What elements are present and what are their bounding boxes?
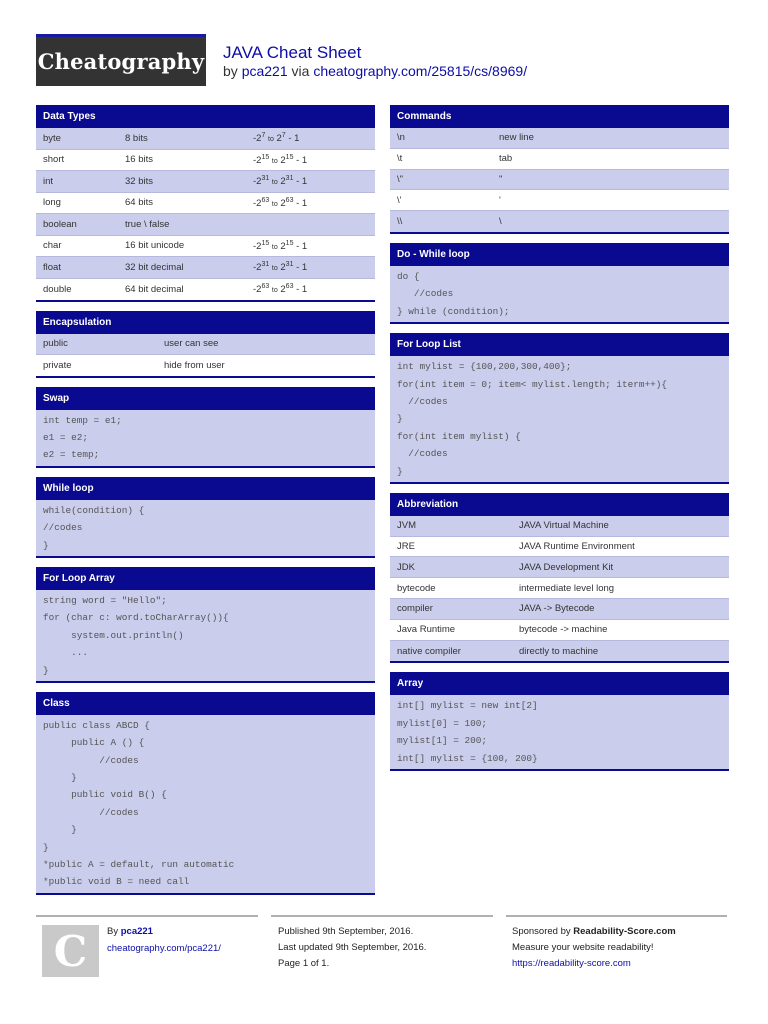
table-row bbox=[36, 214, 375, 236]
table-row bbox=[36, 279, 375, 301]
avatar-letter: C bbox=[53, 926, 88, 976]
table-row bbox=[36, 257, 375, 279]
code-line: int[] mylist = {100, 200} bbox=[397, 752, 538, 764]
range-prefix: -2 bbox=[253, 284, 262, 296]
while-loop-box bbox=[36, 477, 375, 558]
sheet-title: JAVA Cheat Sheet bbox=[223, 43, 362, 62]
type-name: char bbox=[43, 240, 62, 252]
right-column bbox=[390, 105, 729, 780]
abbr-term: bytecode bbox=[397, 582, 436, 594]
range-base: 2 bbox=[280, 262, 286, 274]
code-line: for(int item = 0; item< mylist.length; iterm++){ bbox=[397, 378, 668, 390]
command-desc: tab bbox=[499, 153, 513, 165]
range-suffix: - 1 bbox=[288, 133, 300, 145]
code-block bbox=[36, 590, 375, 681]
type-name: short bbox=[43, 154, 65, 166]
footer-author-url bbox=[107, 941, 221, 957]
type-size: 32 bits bbox=[125, 175, 153, 187]
table-row bbox=[36, 150, 375, 172]
code-block bbox=[36, 410, 375, 466]
abbr-term: native compiler bbox=[397, 645, 461, 657]
code-line: } bbox=[397, 465, 403, 477]
range-base: 2 bbox=[276, 133, 282, 145]
footer-by: By bbox=[107, 926, 119, 937]
range-prefix: -2 bbox=[253, 240, 262, 252]
sponsor-name: Readability-Score.com bbox=[573, 926, 676, 937]
author-link[interactable]: pca221 bbox=[241, 63, 288, 79]
abbr-desc: JAVA -> Bytecode bbox=[519, 603, 595, 615]
footer-dates bbox=[271, 915, 493, 985]
table-row bbox=[36, 171, 375, 193]
code-block bbox=[36, 715, 375, 893]
table-row bbox=[390, 211, 729, 232]
abbr-term: JDK bbox=[397, 561, 415, 573]
code-line: system.out.println() bbox=[43, 629, 184, 641]
swap-box bbox=[36, 387, 375, 468]
box-title: For Loop List bbox=[390, 333, 729, 356]
table-row bbox=[390, 170, 729, 191]
range-max-exp: 31 bbox=[285, 261, 294, 269]
code-line: //codes bbox=[397, 395, 448, 407]
code-line: e1 = e2; bbox=[43, 431, 89, 443]
range-max-exp: 15 bbox=[285, 153, 294, 161]
data-types-box bbox=[36, 105, 375, 302]
box-title: Array bbox=[390, 672, 729, 695]
range-to: to bbox=[271, 287, 278, 295]
commands-box bbox=[390, 105, 729, 234]
table-row bbox=[390, 557, 729, 578]
range-min-exp: 15 bbox=[261, 153, 270, 161]
range-min-exp: 31 bbox=[261, 261, 270, 269]
range-prefix: -2 bbox=[253, 154, 262, 166]
range-base: 2 bbox=[280, 240, 286, 252]
type-size: 64 bits bbox=[125, 197, 153, 209]
code-line: mylist[1] = 200; bbox=[397, 735, 488, 747]
box-title: Abbreviation bbox=[390, 493, 729, 516]
sponsor-line bbox=[512, 924, 676, 940]
logo-text: Cheatography bbox=[37, 49, 205, 74]
range-suffix: - 1 bbox=[296, 197, 308, 209]
table-row bbox=[390, 190, 729, 211]
abbr-desc: JAVA Development Kit bbox=[519, 561, 614, 573]
type-size: 64 bit decimal bbox=[125, 283, 184, 295]
command-escape: \\ bbox=[397, 216, 403, 228]
type-name: double bbox=[43, 283, 72, 295]
left-column bbox=[36, 105, 375, 904]
range-to: to bbox=[271, 179, 278, 187]
range-base: 2 bbox=[280, 154, 286, 166]
code-line: } bbox=[397, 413, 403, 425]
code-line: } bbox=[43, 664, 49, 676]
table-row bbox=[390, 620, 729, 641]
page-number: Page 1 of 1. bbox=[278, 958, 330, 969]
code-line: public class ABCD { bbox=[43, 719, 150, 731]
code-line: int mylist = {100,200,300,400}; bbox=[397, 361, 572, 373]
type-name: byte bbox=[43, 132, 61, 144]
box-title: Do - While loop bbox=[390, 243, 729, 266]
range-min-exp: 63 bbox=[261, 196, 270, 204]
code-line: *public A = default, run automatic bbox=[43, 859, 235, 871]
footer bbox=[36, 915, 727, 985]
commands-table bbox=[390, 128, 729, 232]
range-to: to bbox=[268, 136, 274, 144]
sheet-url-link[interactable]: cheatography.com/25815/cs/8969/ bbox=[313, 63, 528, 79]
modifier-desc: user can see bbox=[164, 338, 219, 350]
range-min-exp: 7 bbox=[261, 132, 266, 140]
command-desc: ' bbox=[499, 194, 501, 206]
table-row bbox=[36, 193, 375, 215]
type-range bbox=[253, 175, 375, 187]
range-min-exp: 63 bbox=[261, 283, 270, 291]
byline-via: via bbox=[291, 63, 310, 79]
abbr-term: JRE bbox=[397, 541, 415, 553]
code-line: int[] mylist = new int[2] bbox=[397, 700, 538, 712]
type-range bbox=[253, 197, 375, 209]
modifier-name: public bbox=[43, 338, 68, 350]
range-base: 2 bbox=[280, 284, 286, 296]
code-line: } bbox=[43, 539, 49, 551]
box-title: While loop bbox=[36, 477, 375, 500]
code-line: //codes bbox=[43, 522, 83, 534]
array-box bbox=[390, 672, 729, 771]
type-range bbox=[253, 283, 375, 295]
range-suffix: - 1 bbox=[296, 154, 308, 166]
footer-sponsor-text bbox=[512, 924, 676, 972]
code-line: } bbox=[43, 824, 77, 836]
byline bbox=[223, 63, 527, 79]
avatar[interactable] bbox=[42, 925, 99, 977]
code-line: ... bbox=[43, 647, 89, 659]
range-base: 2 bbox=[280, 197, 286, 209]
encapsulation-box bbox=[36, 311, 375, 378]
type-name: float bbox=[43, 261, 61, 273]
abbr-desc: JAVA Runtime Environment bbox=[519, 541, 635, 553]
code-line: *public void B = need call bbox=[43, 876, 190, 888]
range-to: to bbox=[271, 200, 278, 208]
footer-dates-text bbox=[278, 924, 426, 972]
published-date: Published 9th September, 2016. bbox=[278, 926, 414, 937]
range-max-exp: 15 bbox=[285, 239, 294, 247]
table-row bbox=[390, 599, 729, 620]
footer-author-url-link[interactable]: cheatography.com/pca221/ bbox=[107, 943, 221, 954]
cheatography-logo[interactable] bbox=[36, 34, 206, 86]
box-title: Commands bbox=[390, 105, 729, 128]
range-suffix: - 1 bbox=[296, 176, 308, 188]
range-prefix: -2 bbox=[253, 176, 262, 188]
code-line: string word = "Hello"; bbox=[43, 594, 167, 606]
abbreviation-box bbox=[390, 493, 729, 664]
table-row bbox=[36, 334, 375, 355]
type-range bbox=[253, 132, 375, 144]
range-min-exp: 31 bbox=[261, 175, 270, 183]
table-row bbox=[36, 355, 375, 376]
range-prefix: -2 bbox=[253, 262, 262, 274]
footer-author bbox=[36, 915, 258, 985]
code-line: } bbox=[43, 841, 49, 853]
do-while-box bbox=[390, 243, 729, 324]
code-block bbox=[390, 356, 729, 482]
table-row bbox=[390, 578, 729, 599]
range-suffix: - 1 bbox=[296, 240, 308, 252]
box-title: Swap bbox=[36, 387, 375, 410]
code-line: do { bbox=[397, 270, 420, 282]
code-line: for (char c: word.toCharArray()){ bbox=[43, 612, 229, 624]
code-line: } while (condition); bbox=[397, 305, 510, 317]
type-size: 16 bits bbox=[125, 154, 153, 166]
type-size: true \ false bbox=[125, 218, 170, 230]
modifier-desc: hide from user bbox=[164, 359, 225, 371]
box-title: Class bbox=[36, 692, 375, 715]
abbr-term: JVM bbox=[397, 520, 416, 532]
type-range bbox=[253, 240, 375, 252]
abbr-term: Java Runtime bbox=[397, 624, 456, 636]
data-types-table bbox=[36, 128, 375, 300]
range-max-exp: 7 bbox=[281, 132, 286, 140]
byline-by: by bbox=[223, 63, 238, 79]
abbr-term: compiler bbox=[397, 603, 433, 615]
for-loop-array-box bbox=[36, 567, 375, 683]
code-block bbox=[36, 500, 375, 556]
table-row bbox=[390, 128, 729, 149]
table-row bbox=[36, 128, 375, 150]
type-size: 32 bit decimal bbox=[125, 261, 184, 273]
range-base: 2 bbox=[280, 176, 286, 188]
command-desc: " bbox=[499, 173, 503, 185]
modifier-name: private bbox=[43, 359, 72, 371]
table-row bbox=[390, 641, 729, 662]
table-row bbox=[36, 236, 375, 258]
range-to: to bbox=[271, 157, 278, 165]
box-title: Encapsulation bbox=[36, 311, 375, 334]
range-max-exp: 31 bbox=[285, 175, 294, 183]
table-row bbox=[390, 149, 729, 170]
type-name: int bbox=[43, 175, 54, 187]
type-range bbox=[253, 154, 375, 166]
type-size: 8 bits bbox=[125, 132, 148, 144]
range-min-exp: 15 bbox=[261, 239, 270, 247]
code-line: //codes bbox=[397, 288, 454, 300]
for-loop-list-box bbox=[390, 333, 729, 484]
code-block bbox=[390, 695, 729, 769]
range-to: to bbox=[271, 243, 278, 251]
code-line: e2 = temp; bbox=[43, 449, 100, 461]
abbr-desc: directly to machine bbox=[519, 645, 599, 657]
range-suffix: - 1 bbox=[296, 284, 308, 296]
range-max-exp: 63 bbox=[285, 283, 294, 291]
code-line: mylist[0] = 100; bbox=[397, 717, 488, 729]
box-title: For Loop Array bbox=[36, 567, 375, 590]
table-row bbox=[390, 537, 729, 558]
abbreviation-table bbox=[390, 516, 729, 662]
code-line: //codes bbox=[43, 754, 139, 766]
code-block bbox=[390, 266, 729, 322]
code-line: //codes bbox=[397, 448, 448, 460]
type-range bbox=[253, 261, 375, 273]
code-line: //codes bbox=[43, 806, 139, 818]
class-box bbox=[36, 692, 375, 895]
code-line: public A () { bbox=[43, 737, 145, 749]
abbr-desc: intermediate level long bbox=[519, 582, 615, 594]
code-line: public void B() { bbox=[43, 789, 167, 801]
command-desc: new line bbox=[499, 132, 534, 144]
command-desc: \ bbox=[499, 216, 502, 228]
box-title: Data Types bbox=[36, 105, 375, 128]
command-escape: \" bbox=[397, 173, 404, 185]
code-line: for(int item mylist) { bbox=[397, 430, 521, 442]
footer-sponsor bbox=[506, 915, 727, 985]
range-prefix: -2 bbox=[253, 197, 262, 209]
type-size: 16 bit unicode bbox=[125, 240, 185, 252]
command-escape: \n bbox=[397, 132, 405, 144]
code-line: } bbox=[43, 772, 77, 784]
type-name: boolean bbox=[43, 218, 77, 230]
range-to: to bbox=[271, 265, 278, 273]
table-row bbox=[390, 516, 729, 537]
abbr-desc: JAVA Virtual Machine bbox=[519, 520, 609, 532]
range-max-exp: 63 bbox=[285, 196, 294, 204]
command-escape: \t bbox=[397, 153, 403, 165]
sponsor-tagline: Measure your website readability! bbox=[512, 942, 654, 953]
sponsor-prefix: Sponsored by bbox=[512, 926, 571, 937]
code-line: while(condition) { bbox=[43, 504, 145, 516]
code-line: int temp = e1; bbox=[43, 414, 122, 426]
updated-date: Last updated 9th September, 2016. bbox=[278, 942, 427, 953]
footer-by-line bbox=[107, 924, 153, 940]
encapsulation-table bbox=[36, 334, 375, 376]
abbr-desc: bytecode -> machine bbox=[519, 624, 608, 636]
sponsor-url-link[interactable]: https://readability-score.com bbox=[512, 958, 631, 969]
command-escape: \' bbox=[397, 194, 402, 206]
range-prefix: -2 bbox=[253, 133, 262, 145]
footer-author-link[interactable]: pca221 bbox=[120, 926, 153, 937]
range-suffix: - 1 bbox=[296, 262, 308, 274]
type-name: long bbox=[43, 197, 61, 209]
